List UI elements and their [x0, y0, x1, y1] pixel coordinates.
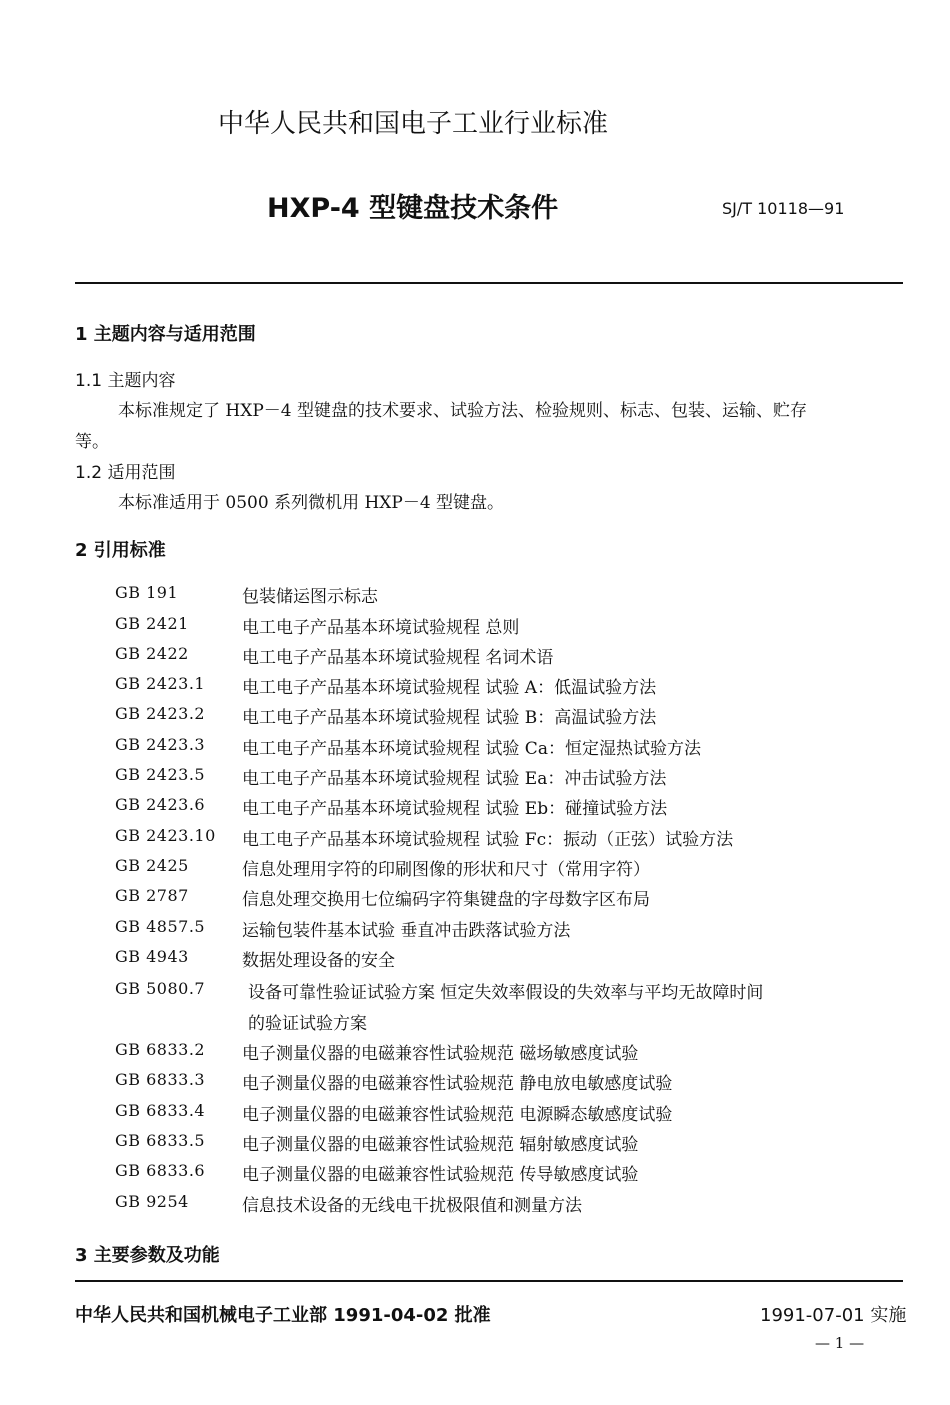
reference-code: GB 5080.7	[115, 979, 206, 998]
section-1-heading: 1 主题内容与适用范围	[75, 324, 256, 345]
reference-title-continued: 的验证试验方案	[248, 1014, 367, 1034]
reference-code: GB 6833.5	[115, 1131, 206, 1150]
page-number: — 1 —	[815, 1334, 865, 1352]
reference-code: GB 2423.3	[115, 735, 206, 754]
reference-code: GB 2423.1	[115, 674, 206, 693]
reference-title: 信息处理用字符的印刷图像的形状和尺寸（常用字符）	[242, 860, 650, 880]
reference-title: 电子测量仪器的电磁兼容性试验规范 辐射敏感度试验	[242, 1135, 639, 1155]
reference-title: 运输包装件基本试验 垂直冲击跌落试验方法	[242, 921, 571, 941]
reference-title: 电工电子产品基本环境试验规程 试验 Ca：恒定湿热试验方法	[242, 739, 701, 759]
reference-code: GB 2421	[115, 614, 189, 633]
reference-title: 信息技术设备的无线电干扰极限值和测量方法	[242, 1196, 582, 1216]
reference-code: GB 2787	[115, 886, 189, 905]
reference-code: GB 2422	[115, 644, 189, 663]
reference-title: 电工电子产品基本环境试验规程 试验 A：低温试验方法	[242, 678, 657, 698]
doc-title: HXP-4 型键盘技术条件	[267, 193, 559, 224]
reference-code: GB 2423.6	[115, 795, 206, 814]
section-1-1-body-cont: 等。	[75, 432, 109, 452]
reference-title: 电工电子产品基本环境试验规程 试验 B：高温试验方法	[242, 708, 657, 728]
reference-code: GB 2423.2	[115, 704, 206, 723]
reference-code: GB 191	[115, 583, 179, 602]
section-1-2-heading: 1.2 适用范围	[75, 463, 176, 483]
section-1-1-body: 本标准规定了 HXP－4 型键盘的技术要求、试验方法、检验规则、标志、包装、运输、贮存	[118, 401, 807, 421]
reference-title: 电工电子产品基本环境试验规程 总则	[242, 618, 520, 638]
reference-code: GB 2425	[115, 856, 189, 875]
reference-code: GB 6833.2	[115, 1040, 206, 1059]
reference-code: GB 4857.5	[115, 917, 206, 936]
reference-title: 电子测量仪器的电磁兼容性试验规范 电源瞬态敏感度试验	[242, 1105, 673, 1125]
reference-title: 设备可靠性验证试验方案 恒定失效率假设的失效率与平均无故障时间	[248, 983, 764, 1003]
reference-code: GB 6833.6	[115, 1161, 206, 1180]
approval-note: 中华人民共和国机械电子工业部 1991-04-02 批准	[75, 1305, 491, 1326]
reference-title: 电工电子产品基本环境试验规程 名词术语	[242, 648, 554, 668]
section-2-heading: 2 引用标准	[75, 540, 166, 561]
reference-title: 电工电子产品基本环境试验规程 试验 Eb：碰撞试验方法	[242, 799, 668, 819]
section-1-1-heading: 1.1 主题内容	[75, 371, 176, 391]
reference-title: 电子测量仪器的电磁兼容性试验规范 静电放电敏感度试验	[242, 1074, 673, 1094]
header-rule	[75, 282, 903, 284]
org-title: 中华人民共和国电子工业行业标准	[218, 109, 609, 139]
reference-title: 电子测量仪器的电磁兼容性试验规范 传导敏感度试验	[242, 1165, 639, 1185]
section-3-heading: 3 主要参数及功能	[75, 1245, 220, 1266]
reference-code: GB 6833.3	[115, 1070, 206, 1089]
reference-code: GB 2423.5	[115, 765, 206, 784]
reference-title: 电子测量仪器的电磁兼容性试验规范 磁场敏感度试验	[242, 1044, 639, 1064]
reference-title: 电工电子产品基本环境试验规程 试验 Ea：冲击试验方法	[242, 769, 667, 789]
effective-date: 1991-07-01 实施	[760, 1305, 907, 1326]
reference-code: GB 9254	[115, 1192, 189, 1211]
doc-code: SJ/T 10118—91	[722, 199, 845, 218]
reference-title: 数据处理设备的安全	[242, 951, 395, 971]
reference-title: 信息处理交换用七位编码字符集键盘的字母数字区布局	[242, 890, 650, 910]
footer-rule	[75, 1280, 903, 1282]
reference-code: GB 2423.10	[115, 826, 216, 845]
reference-title: 电工电子产品基本环境试验规程 试验 Fc：振动（正弦）试验方法	[242, 830, 734, 850]
reference-code: GB 4943	[115, 947, 189, 966]
reference-title: 包装储运图示标志	[242, 587, 378, 607]
reference-code: GB 6833.4	[115, 1101, 206, 1120]
section-1-2-body: 本标准适用于 0500 系列微机用 HXP－4 型键盘。	[118, 493, 505, 513]
